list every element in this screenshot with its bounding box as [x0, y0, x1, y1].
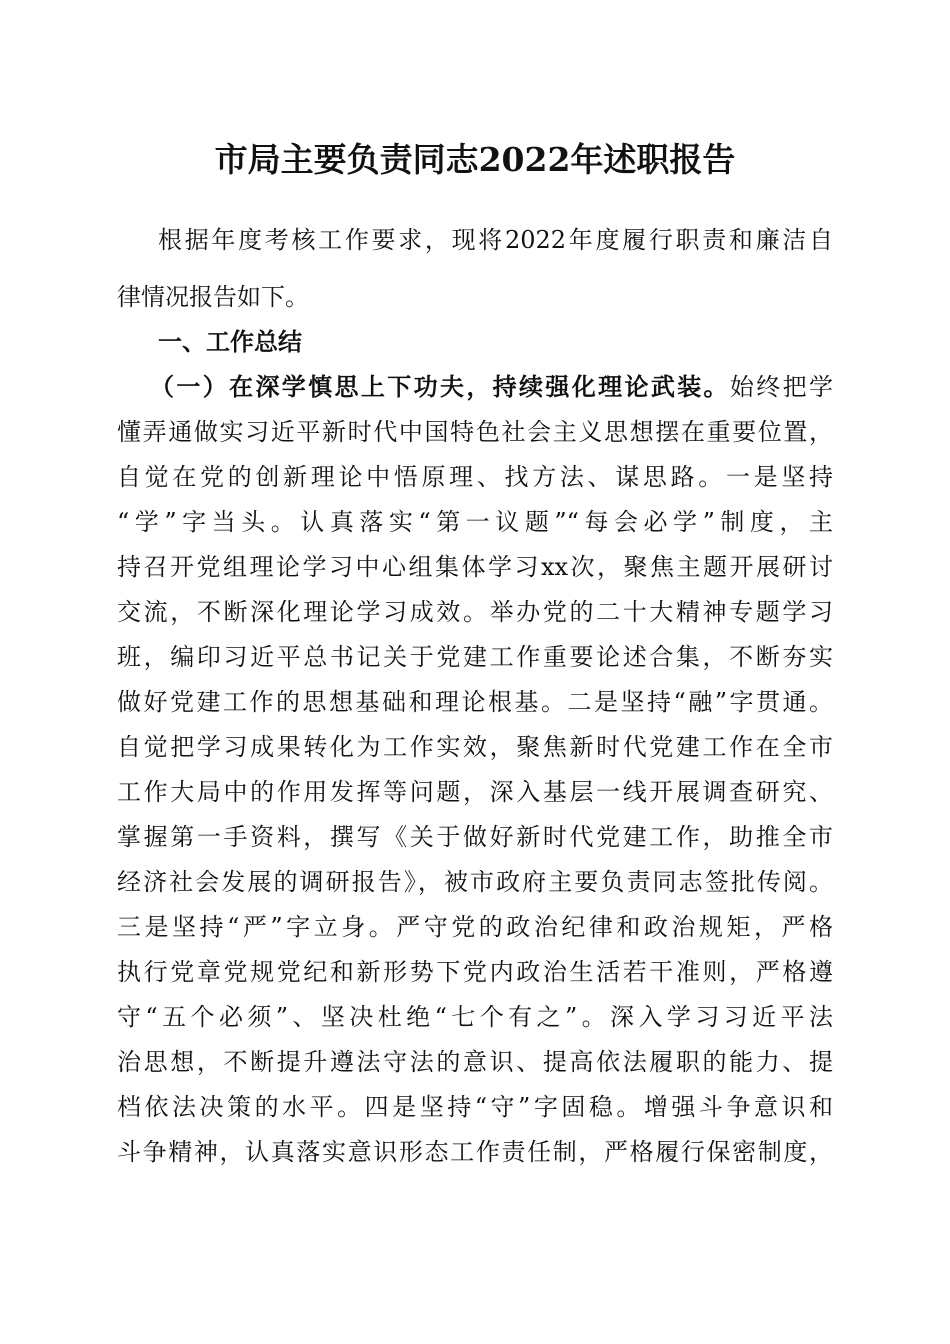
- body-line: 守“五个必须”、坚决杜绝“七个有之”。深入学习习近平法: [117, 1003, 833, 1031]
- body-line: 工作大局中的作用发挥等问题，深入基层一线开展调查研究、: [117, 778, 833, 806]
- body-line: 班，编印习近平总书记关于党建工作重要论述合集，不断夯实: [117, 643, 833, 671]
- section-heading: 一、工作总结: [158, 328, 302, 356]
- body-line: 三是坚持“严”字立身。严守党的政治纪律和政治规矩，严格: [117, 913, 833, 941]
- subsection-heading: （一）在深学慎思上下功夫，持续强化理论武装。: [150, 372, 730, 401]
- body-line: 经济社会发展的调研报告》，被市政府主要负责同志签批传阅。: [117, 868, 833, 896]
- subsection-first-line-rest: 始终把学: [729, 373, 834, 401]
- body-line: “学”字当头。认真落实“第一议题”“每会必学”制度，主: [117, 508, 833, 536]
- body-line: 持召开党组理论学习中心组集体学习xx次，聚焦主题开展研讨: [117, 553, 833, 581]
- subsection-first-line: [150, 367, 833, 407]
- body-line: 做好党建工作的思想基础和理论根基。二是坚持“融”字贯通。: [117, 688, 833, 716]
- body-line: 档依法决策的水平。四是坚持“守”字固稳。增强斗争意识和: [117, 1093, 833, 1121]
- intro-line-2: 律情况报告如下。: [117, 283, 309, 311]
- body-line: 掌握第一手资料，撰写《关于做好新时代党建工作，助推全市: [117, 823, 833, 851]
- body-line: 自觉把学习成果转化为工作实效，聚焦新时代党建工作在全市: [117, 733, 833, 761]
- body-line: 执行党章党规党纪和新形势下党内政治生活若干准则，严格遵: [117, 958, 833, 986]
- body-line: 治思想，不断提升遵法守法的意识、提高依法履职的能力、提: [117, 1048, 833, 1076]
- body-line: 斗争精神，认真落实意识形态工作责任制，严格履行保密制度，: [117, 1138, 833, 1166]
- body-line: 自觉在党的创新理论中悟原理、找方法、谋思路。一是坚持: [117, 463, 833, 491]
- intro-line-1: 根据年度考核工作要求，现将2022年度履行职责和廉洁自: [158, 226, 833, 254]
- body-line: 懂弄通做实习近平新时代中国特色社会主义思想摆在重要位置，: [117, 418, 833, 446]
- body-line: 交流，不断深化理论学习成效。举办党的二十大精神专题学习: [117, 598, 833, 626]
- document-title: 市局主要负责同志2022年述职报告: [214, 140, 736, 179]
